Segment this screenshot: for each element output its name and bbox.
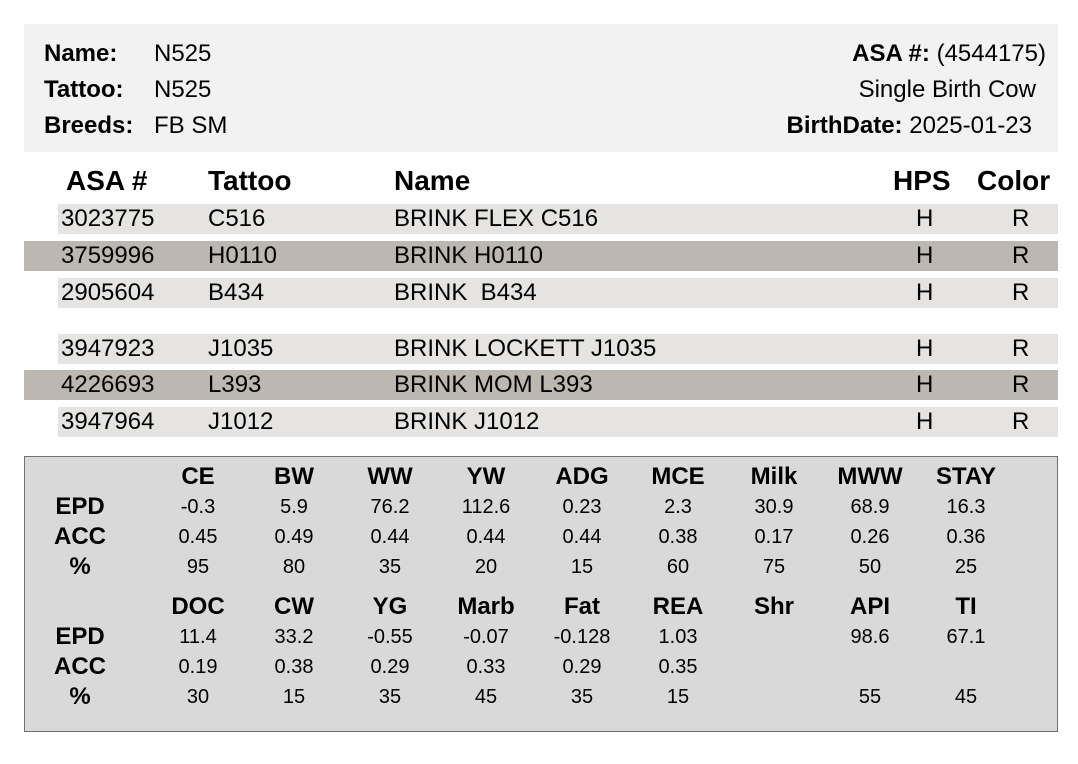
trait-header: CW <box>274 593 314 620</box>
pct-row-label: % <box>69 683 91 710</box>
epd-value: -0.128 <box>553 626 611 648</box>
name-cell: BRINK H0110 <box>394 242 543 269</box>
epd-value: -0.07 <box>463 626 509 648</box>
hps-cell: H <box>916 408 934 435</box>
tattoo-label: Tattoo: <box>44 76 124 103</box>
asa-cell: 2905604 <box>61 279 155 306</box>
breeds-label: Breeds: <box>44 112 134 139</box>
trait-header: Shr <box>753 593 794 620</box>
pct-value: 25 <box>954 556 978 578</box>
color-cell: R <box>1012 408 1030 435</box>
pct-value: 20 <box>474 556 498 578</box>
epd-value: 5.9 <box>280 496 308 518</box>
tattoo-cell: L393 <box>208 371 262 398</box>
pct-value: 30 <box>186 686 210 708</box>
tattoo-cell: B434 <box>208 279 265 306</box>
epd-value: 16.3 <box>946 496 986 518</box>
epd-value: 68.9 <box>850 496 890 518</box>
epd-row-label: EPD <box>55 493 105 520</box>
asa-label: ASA #: <box>852 40 930 67</box>
pct-row-label: % <box>69 553 91 580</box>
col-header-color: Color <box>977 165 1051 196</box>
col-header-hps: HPS <box>893 165 951 196</box>
epd-value: 67.1 <box>946 626 986 648</box>
tattoo-cell: C516 <box>208 205 266 232</box>
col-header-asa: ASA # <box>66 165 148 196</box>
color-cell: R <box>1012 205 1030 232</box>
epd-value: 2.3 <box>664 496 692 518</box>
acc-value: 0.49 <box>274 526 314 548</box>
breeds-value: FB SM <box>154 112 228 139</box>
asa-cell: 3023775 <box>61 205 155 232</box>
pct-value: 45 <box>474 686 498 708</box>
asa-cell: 3759996 <box>61 242 155 269</box>
pct-value: 35 <box>570 686 594 708</box>
color-cell: R <box>1012 371 1030 398</box>
acc-value: 0.29 <box>562 656 602 678</box>
epd-value: 112.6 <box>461 496 511 518</box>
hps-cell: H <box>916 279 934 306</box>
epd-value: -0.3 <box>180 496 216 518</box>
pct-value: 80 <box>282 556 306 578</box>
acc-value: 0.33 <box>466 656 506 678</box>
name-cell: BRINK J1012 <box>394 408 540 435</box>
asa-cell: 4226693 <box>61 371 155 398</box>
pct-value: 55 <box>858 686 882 708</box>
epd-value: 98.6 <box>850 626 890 648</box>
epd-panel <box>24 456 1058 732</box>
acc-value: 0.29 <box>370 656 410 678</box>
asa-value: (4544175) <box>936 40 1046 67</box>
trait-header: Marb <box>457 593 515 620</box>
table-row <box>58 334 1058 364</box>
epd-value: -0.55 <box>367 626 413 648</box>
epd-value: 0.23 <box>562 496 602 518</box>
birth-type: Single Birth Cow <box>858 76 1036 103</box>
tattoo-cell: J1035 <box>208 335 274 362</box>
pct-value: 35 <box>378 686 402 708</box>
acc-value: 0.26 <box>850 526 890 548</box>
color-cell: R <box>1012 279 1030 306</box>
asa-number <box>852 36 1046 72</box>
name-label: Name: <box>44 40 118 67</box>
trait-header: REA <box>652 593 704 620</box>
tattoo-cell: H0110 <box>208 242 277 269</box>
table-row <box>58 407 1058 437</box>
trait-header: Milk <box>750 463 798 490</box>
pct-value: 75 <box>762 556 786 578</box>
table-row <box>58 204 1058 234</box>
hps-cell: H <box>916 335 934 362</box>
acc-row-label: ACC <box>54 653 106 680</box>
tattoo-cell: J1012 <box>208 408 274 435</box>
acc-value: 0.19 <box>178 656 218 678</box>
table-row <box>58 278 1058 308</box>
trait-header: STAY <box>935 463 997 490</box>
name-cell: BRINK FLEX C516 <box>394 205 599 232</box>
trait-header: TI <box>955 593 977 620</box>
trait-header: MWW <box>837 463 903 490</box>
trait-header: ADG <box>555 463 609 490</box>
pct-value: 15 <box>666 686 690 708</box>
trait-header: YW <box>466 463 506 490</box>
name-value: N525 <box>154 40 212 67</box>
pct-value: 50 <box>858 556 882 578</box>
birthdate-label: BirthDate: <box>786 112 903 139</box>
acc-value: 0.35 <box>658 656 698 678</box>
asa-cell: 3947964 <box>61 408 155 435</box>
trait-header: API <box>849 593 890 620</box>
trait-header: DOC <box>171 593 225 620</box>
acc-row-label: ACC <box>54 523 106 550</box>
hps-cell: H <box>916 205 934 232</box>
asa-cell: 3947923 <box>61 335 155 362</box>
pct-value: 60 <box>666 556 690 578</box>
trait-header: CE <box>181 463 215 490</box>
trait-header: MCE <box>651 463 705 490</box>
birthdate <box>787 108 1032 144</box>
acc-value: 0.38 <box>274 656 314 678</box>
trait-header: Fat <box>564 593 600 620</box>
acc-value: 0.44 <box>466 526 506 548</box>
hps-cell: H <box>916 242 934 269</box>
acc-value: 0.44 <box>562 526 602 548</box>
name-cell: BRINK LOCKETT J1035 <box>394 335 657 362</box>
epd-value: 11.4 <box>179 626 217 648</box>
birthdate-value: 2025-01-23 <box>909 112 1032 139</box>
pct-value: 45 <box>954 686 978 708</box>
epd-value: 33.2 <box>274 626 314 648</box>
name-cell: BRINK MOM L393 <box>394 371 593 398</box>
pct-value: 15 <box>282 686 306 708</box>
epd-row-label: EPD <box>55 623 105 650</box>
epd-value: 76.2 <box>370 496 410 518</box>
table-row <box>24 370 1058 400</box>
pct-value: 35 <box>378 556 402 578</box>
epd-value: 30.9 <box>754 496 794 518</box>
acc-value: 0.36 <box>946 526 986 548</box>
pct-value: 95 <box>186 556 210 578</box>
trait-header: BW <box>274 463 314 490</box>
color-cell: R <box>1012 242 1030 269</box>
col-header-tattoo: Tattoo <box>208 165 292 196</box>
acc-value: 0.17 <box>754 526 794 548</box>
col-header-name: Name <box>394 165 471 196</box>
name-cell: BRINK B434 <box>394 279 537 306</box>
color-cell: R <box>1012 335 1030 362</box>
trait-header: YG <box>372 593 408 620</box>
acc-value: 0.44 <box>370 526 410 548</box>
acc-value: 0.45 <box>178 526 218 548</box>
epd-value: 1.03 <box>658 626 698 648</box>
acc-value: 0.38 <box>658 526 698 548</box>
tattoo-value: N525 <box>154 76 212 103</box>
trait-header: WW <box>367 463 413 490</box>
table-row <box>24 241 1058 271</box>
animal-header <box>24 24 1058 152</box>
pct-value: 15 <box>570 556 594 578</box>
hps-cell: H <box>916 371 934 398</box>
